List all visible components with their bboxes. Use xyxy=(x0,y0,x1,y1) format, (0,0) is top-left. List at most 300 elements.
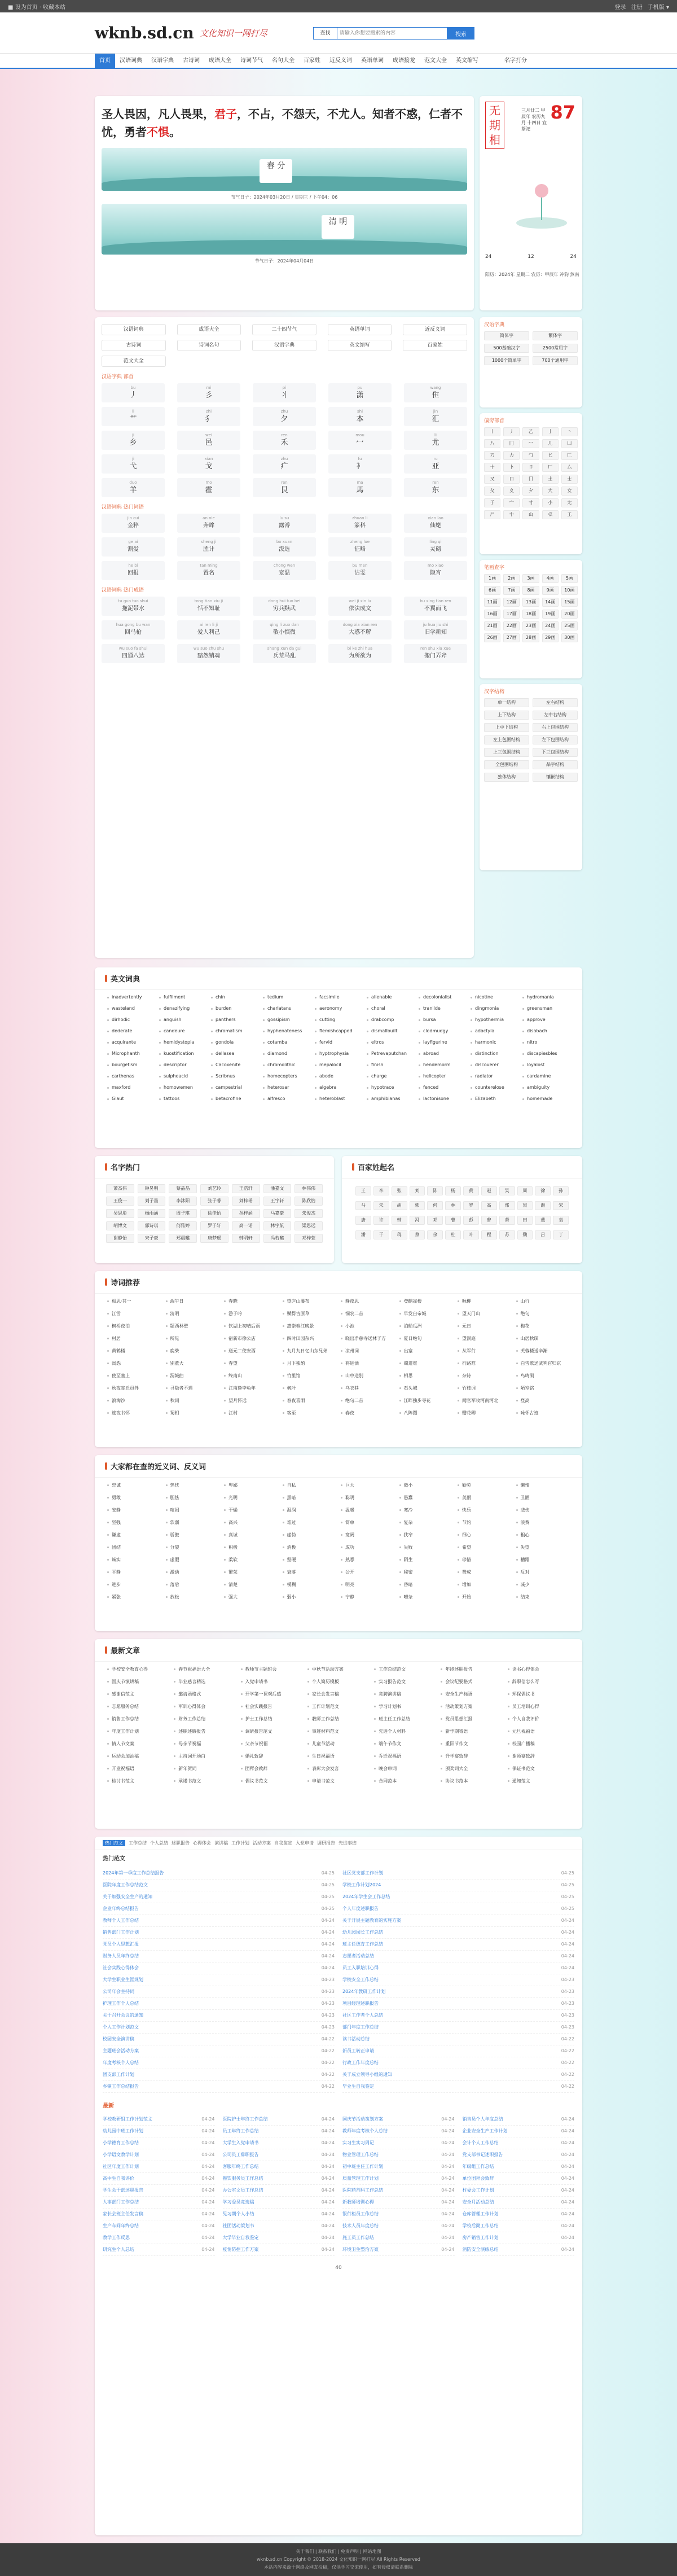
synonym-link[interactable]: 骄傲 xyxy=(166,1532,220,1538)
synonym-link[interactable]: 巨大 xyxy=(341,1482,395,1488)
english-word[interactable]: nicotine xyxy=(471,995,518,1000)
surname-link[interactable]: 彭 xyxy=(463,1216,479,1225)
synonym-link[interactable]: 胆怯 xyxy=(166,1495,220,1501)
synonym-link[interactable]: 落后 xyxy=(166,1581,220,1588)
row-title[interactable]: 安全月活动总结 xyxy=(462,2200,494,2205)
synonym-link[interactable]: 热忱 xyxy=(166,1482,220,1488)
english-word[interactable]: dellasea xyxy=(211,1051,258,1056)
synonym-link[interactable]: 细心 xyxy=(458,1532,512,1538)
table-row[interactable] xyxy=(463,2220,575,2232)
poem-link[interactable]: 蜀相 xyxy=(166,1410,220,1416)
surname-link[interactable]: 叶 xyxy=(463,1230,479,1239)
table-row[interactable] xyxy=(342,2126,455,2137)
article-link[interactable]: 事迹材料范文 xyxy=(307,1728,370,1734)
poem-link[interactable]: 山行 xyxy=(516,1298,570,1304)
poem-link[interactable]: 小池 xyxy=(341,1323,395,1329)
synonym-link[interactable]: 黑暗 xyxy=(283,1495,337,1501)
article-link[interactable]: 申请书范文 xyxy=(307,1778,370,1784)
article-link[interactable]: 检讨书范文 xyxy=(107,1778,169,1784)
word-item[interactable] xyxy=(253,537,316,557)
article-link[interactable]: 调研报告范文 xyxy=(241,1728,303,1734)
english-word[interactable]: abroad xyxy=(419,1051,466,1056)
row-title[interactable]: 企业安全生产工作计划 xyxy=(462,2128,508,2133)
article-link[interactable]: 辞职信怎么写 xyxy=(508,1679,570,1685)
synonym-link[interactable]: 紧张 xyxy=(107,1594,161,1600)
row-title[interactable]: 医院药剂科工作总结 xyxy=(342,2188,383,2193)
poem-link[interactable]: 望庐山瀑布 xyxy=(283,1298,337,1304)
row-title[interactable]: 销售部门工作计划 xyxy=(103,1930,139,1935)
right-struct-link[interactable]: 独体结构 xyxy=(484,773,529,782)
quick-link[interactable]: 百家姓 xyxy=(403,340,467,351)
article-link[interactable]: 教师节主题班会 xyxy=(241,1666,303,1672)
row-title[interactable]: 新员工转正申请 xyxy=(342,2048,374,2053)
poem-link[interactable]: 枫桥夜泊 xyxy=(107,1323,161,1329)
english-word[interactable]: flemishcapped xyxy=(315,1028,362,1033)
surname-link[interactable]: 郑 xyxy=(499,1201,515,1210)
synonym-link[interactable]: 真诚 xyxy=(224,1532,278,1538)
radical-item[interactable] xyxy=(404,454,467,474)
surname-link[interactable]: 韩 xyxy=(392,1216,407,1225)
surname-link[interactable]: 郭 xyxy=(410,1201,425,1210)
synonym-link[interactable]: 失败 xyxy=(399,1544,454,1550)
surname-link[interactable]: 田 xyxy=(517,1216,533,1225)
surname-link[interactable]: 陈 xyxy=(427,1186,443,1195)
row-title[interactable]: 实习生实习周记 xyxy=(342,2140,374,2145)
poem-link[interactable]: 清明 xyxy=(166,1311,220,1317)
quick-link[interactable]: 诗词名句 xyxy=(177,340,241,351)
name-link[interactable]: 梁思远 xyxy=(294,1221,323,1230)
synonym-link[interactable]: 干燥 xyxy=(224,1507,278,1513)
right-struct-link[interactable]: 镶嵌结构 xyxy=(533,773,578,782)
row-title[interactable]: 行政工作年度总结 xyxy=(342,2060,379,2065)
english-word[interactable]: homowemen xyxy=(159,1085,206,1090)
english-word[interactable]: approve xyxy=(522,1017,570,1022)
article-link[interactable]: 环保倡议书 xyxy=(508,1691,570,1697)
row-title[interactable]: 教学工作反思 xyxy=(103,2235,130,2240)
english-word[interactable]: fulfilment xyxy=(159,995,206,1000)
row-title[interactable]: 家长会班主任发言稿 xyxy=(103,2211,143,2216)
row-title[interactable]: 项目经理述职报告 xyxy=(342,2001,379,2006)
article-link[interactable]: 运动会加油稿 xyxy=(107,1753,169,1759)
surname-link[interactable]: 许 xyxy=(373,1216,389,1225)
synonym-link[interactable]: 勤劳 xyxy=(458,1482,512,1488)
surname-link[interactable]: 唐 xyxy=(355,1216,371,1225)
name-link[interactable]: 林宇航 xyxy=(263,1221,292,1230)
article-link[interactable]: 合同范本 xyxy=(374,1778,436,1784)
register-link[interactable]: 注册 xyxy=(631,4,643,11)
surname-link[interactable]: 李 xyxy=(373,1186,389,1195)
english-word[interactable]: fenced xyxy=(419,1085,466,1090)
synonym-link[interactable]: 增加 xyxy=(458,1581,512,1588)
essay-tab[interactable]: 个人总结 xyxy=(150,1841,168,1846)
english-word[interactable]: inadvertently xyxy=(107,995,155,1000)
poem-link[interactable]: 江南逢李龟年 xyxy=(224,1385,278,1391)
right-stroke-link[interactable]: 11画 xyxy=(484,598,500,607)
synonym-link[interactable]: 快乐 xyxy=(458,1507,512,1513)
table-row[interactable] xyxy=(342,2149,455,2161)
table-row[interactable] xyxy=(342,2173,455,2185)
row-title[interactable]: 关于成立领导小组的通知 xyxy=(342,2072,392,2077)
table-row[interactable] xyxy=(103,2161,215,2173)
row-title[interactable]: 医院年度工作总结范文 xyxy=(103,1882,148,1887)
row-title[interactable]: 学校安全工作总结 xyxy=(342,1977,379,1982)
idiom-item[interactable] xyxy=(404,644,467,663)
surname-link[interactable]: 余 xyxy=(427,1230,443,1239)
poem-link[interactable]: 山居秋暝 xyxy=(516,1335,570,1342)
word-item[interactable] xyxy=(253,514,316,533)
right-struct-link[interactable]: 左中右结构 xyxy=(533,711,578,720)
table-row[interactable] xyxy=(342,2010,574,2022)
right-radical-link[interactable]: 屮 xyxy=(503,510,520,519)
article-link[interactable]: 护士工作总结 xyxy=(241,1716,303,1722)
poem-link[interactable]: 渭城曲 xyxy=(166,1373,220,1379)
surname-link[interactable]: 孙 xyxy=(553,1186,569,1195)
english-word[interactable]: lactonisone xyxy=(419,1096,466,1101)
radical-item[interactable] xyxy=(404,431,467,450)
name-link[interactable]: 王浩轩 xyxy=(232,1184,260,1193)
name-link[interactable]: 孙梓涵 xyxy=(232,1209,260,1218)
right-stroke-link[interactable]: 13画 xyxy=(522,598,539,607)
word-item[interactable] xyxy=(102,537,165,557)
right-radical-link[interactable]: 又 xyxy=(484,475,500,484)
article-link[interactable]: 主持词开场白 xyxy=(174,1753,236,1759)
right-radical-link[interactable]: 山 xyxy=(522,510,539,519)
article-link[interactable]: 升学宴致辞 xyxy=(441,1753,503,1759)
poem-link[interactable]: 旅夜书怀 xyxy=(107,1410,161,1416)
table-row[interactable] xyxy=(463,2244,575,2256)
table-row[interactable] xyxy=(103,1868,335,1880)
english-word[interactable]: dirhodic xyxy=(107,1017,155,1022)
idiom-item[interactable] xyxy=(102,644,165,663)
article-link[interactable]: 新学期寄语 xyxy=(441,1728,503,1734)
english-word[interactable]: alfresco xyxy=(263,1096,310,1101)
poem-link[interactable]: 使至塞上 xyxy=(107,1373,161,1379)
article-link[interactable]: 志愿服务总结 xyxy=(107,1703,169,1710)
radical-item[interactable] xyxy=(102,454,165,474)
solar-term-banner-2[interactable] xyxy=(102,204,467,255)
english-word[interactable]: cotamba xyxy=(263,1040,310,1045)
poem-link[interactable]: 闺怨 xyxy=(107,1360,161,1366)
synonym-link[interactable]: 喧闹 xyxy=(166,1507,220,1513)
synonym-link[interactable]: 坚强 xyxy=(107,1519,161,1526)
row-title[interactable]: 社团活动策划书 xyxy=(222,2223,254,2228)
english-word[interactable]: heterosar xyxy=(263,1085,310,1090)
name-link[interactable]: 萧杰伟 xyxy=(106,1184,134,1193)
english-word[interactable]: ambiguity xyxy=(522,1085,570,1090)
poem-link[interactable]: 闻官军收河南河北 xyxy=(458,1397,512,1404)
right-stroke-link[interactable]: 5画 xyxy=(561,574,578,583)
row-title[interactable]: 小学语文教学计划 xyxy=(103,2152,139,2157)
english-word[interactable]: abode xyxy=(315,1074,362,1079)
table-row[interactable] xyxy=(342,1962,574,1974)
right-stroke-link[interactable]: 20画 xyxy=(561,610,578,619)
english-word[interactable]: hypothermia xyxy=(471,1017,518,1022)
row-title[interactable]: 读书活动总结 xyxy=(342,2036,370,2041)
article-link[interactable]: 实习报告范文 xyxy=(374,1679,436,1685)
article-link[interactable]: 中秋节活动方案 xyxy=(307,1666,370,1672)
table-row[interactable] xyxy=(223,2232,335,2244)
surname-link[interactable]: 蒋 xyxy=(392,1230,407,1239)
surname-link[interactable]: 杨 xyxy=(445,1186,461,1195)
synonym-link[interactable]: 宽阔 xyxy=(341,1532,395,1538)
right-radical-link[interactable]: 小 xyxy=(542,498,559,507)
row-title[interactable]: 护理工作个人总结 xyxy=(103,2001,139,2006)
poem-link[interactable]: 鸟鸣涧 xyxy=(516,1373,570,1379)
article-link[interactable]: 表彰大会发言 xyxy=(307,1765,370,1772)
synonym-link[interactable]: 安静 xyxy=(107,1507,161,1513)
english-word[interactable]: drabcomp xyxy=(367,1017,414,1022)
right-radical-link[interactable]: 十 xyxy=(484,463,500,472)
right-word-link[interactable]: 500基础汉字 xyxy=(484,344,529,353)
english-word[interactable]: tedium xyxy=(263,995,310,1000)
poem-link[interactable]: 山中送别 xyxy=(341,1373,395,1379)
row-title[interactable]: 消防安全演练总结 xyxy=(462,2247,499,2252)
article-link[interactable]: 先进个人材料 xyxy=(374,1728,436,1734)
table-row[interactable] xyxy=(103,2197,215,2209)
synonym-link[interactable]: 聪明 xyxy=(341,1495,395,1501)
article-link[interactable]: 承诺书范文 xyxy=(174,1778,236,1784)
word-item[interactable] xyxy=(328,537,392,557)
table-row[interactable] xyxy=(103,2137,215,2149)
word-item[interactable] xyxy=(177,561,240,580)
article-link[interactable]: 开学第一课观后感 xyxy=(241,1691,303,1697)
surname-link[interactable]: 邓 xyxy=(427,1216,443,1225)
synonym-link[interactable]: 积极 xyxy=(224,1544,278,1550)
name-link[interactable]: 宋子豪 xyxy=(138,1234,166,1243)
english-word[interactable]: algebra xyxy=(315,1085,362,1090)
word-item[interactable] xyxy=(177,514,240,533)
surname-link[interactable]: 周 xyxy=(517,1186,533,1195)
table-row[interactable] xyxy=(463,2232,575,2244)
table-row[interactable] xyxy=(223,2185,335,2197)
row-title[interactable]: 党支部书记述职报告 xyxy=(462,2152,503,2157)
word-item[interactable] xyxy=(177,537,240,557)
surname-link[interactable]: 萧 xyxy=(499,1216,515,1225)
english-word[interactable]: hypotrace xyxy=(367,1085,414,1090)
english-word[interactable]: eltros xyxy=(367,1040,414,1045)
table-row[interactable] xyxy=(342,1880,574,1891)
synonym-link[interactable]: 秘密 xyxy=(399,1569,454,1575)
table-row[interactable] xyxy=(103,1903,335,1915)
poem-link[interactable]: 所见 xyxy=(166,1335,220,1342)
surname-link[interactable]: 林 xyxy=(445,1201,461,1210)
synonym-link[interactable]: 强大 xyxy=(224,1594,278,1600)
right-radical-link[interactable]: 乙 xyxy=(522,427,539,436)
english-word[interactable]: kuostification xyxy=(159,1051,206,1056)
english-word[interactable]: decolonialist xyxy=(419,995,466,1000)
nav-item[interactable]: 成语接龙 xyxy=(393,58,415,64)
surname-link[interactable]: 张 xyxy=(392,1186,407,1195)
right-radical-link[interactable]: 厂 xyxy=(542,463,559,472)
article-link[interactable]: 个人自我评价 xyxy=(508,1716,570,1722)
right-stroke-link[interactable]: 18画 xyxy=(522,610,539,619)
nav-item[interactable]: 汉语词典 xyxy=(120,58,142,64)
table-row[interactable] xyxy=(342,2069,574,2081)
surname-link[interactable]: 高 xyxy=(481,1201,497,1210)
english-word[interactable]: hendemorm xyxy=(419,1062,466,1067)
english-word[interactable]: radiator xyxy=(471,1074,518,1079)
row-title[interactable]: 生产车间年终总结 xyxy=(103,2223,139,2228)
row-title[interactable]: 幼儿园园长工作总结 xyxy=(342,1930,383,1935)
nav-item[interactable]: 汉语字典 xyxy=(151,58,174,64)
english-word[interactable]: discapiesbles xyxy=(522,1051,570,1056)
right-radical-link[interactable]: 冂 xyxy=(503,439,520,448)
synonym-link[interactable]: 成功 xyxy=(341,1544,395,1550)
synonym-link[interactable]: 嘈杂 xyxy=(399,1594,454,1600)
poem-link[interactable]: 元日 xyxy=(458,1323,512,1329)
synonym-link[interactable]: 反对 xyxy=(516,1569,570,1575)
table-row[interactable] xyxy=(463,2197,575,2209)
table-row[interactable] xyxy=(223,2173,335,2185)
synonym-link[interactable]: 失望 xyxy=(516,1544,570,1550)
surname-link[interactable]: 曹 xyxy=(445,1216,461,1225)
synonym-link[interactable]: 高兴 xyxy=(224,1519,278,1526)
name-link[interactable]: 高一诺 xyxy=(232,1221,260,1230)
article-link[interactable]: 年度工作计划 xyxy=(107,1728,169,1734)
english-word[interactable]: panthers xyxy=(211,1017,258,1022)
row-title[interactable]: 学校教研组工作计划范文 xyxy=(103,2117,152,2122)
english-word[interactable]: bourgetism xyxy=(107,1062,155,1067)
name-link[interactable]: 王宇轩 xyxy=(263,1197,292,1206)
right-radical-link[interactable]: 夕 xyxy=(522,487,539,496)
poem-link[interactable]: 月下独酌 xyxy=(283,1360,337,1366)
row-title[interactable]: 主题班会活动方案 xyxy=(103,2048,139,2053)
row-title[interactable]: 个人工作计划范文 xyxy=(103,2025,139,2030)
synonym-link[interactable]: 放松 xyxy=(166,1594,220,1600)
english-word[interactable]: amphibianas xyxy=(367,1096,414,1101)
table-row[interactable] xyxy=(103,1986,335,1998)
poem-link[interactable]: 咏怀古迹 xyxy=(516,1410,570,1416)
right-radical-link[interactable]: 士 xyxy=(561,475,578,484)
right-struct-link[interactable]: 品字结构 xyxy=(533,760,578,769)
poem-link[interactable]: 秋夜寄丘员外 xyxy=(107,1385,161,1391)
english-word[interactable]: harmonic xyxy=(471,1040,518,1045)
poem-link[interactable]: 惠崇春江晚景 xyxy=(283,1323,337,1329)
nav-item[interactable]: 范文大全 xyxy=(424,58,447,64)
poem-link[interactable]: 别董大 xyxy=(166,1360,220,1366)
article-link[interactable]: 春节祝福语大全 xyxy=(174,1666,236,1672)
right-radical-link[interactable]: 丨 xyxy=(484,427,500,436)
poem-link[interactable]: 端午日 xyxy=(166,1298,220,1304)
right-struct-link[interactable]: 下三包围结构 xyxy=(533,748,578,757)
article-link[interactable]: 校园广播稿 xyxy=(508,1741,570,1747)
table-row[interactable] xyxy=(223,2126,335,2137)
essay-tab[interactable]: 述职报告 xyxy=(172,1841,190,1846)
poem-link[interactable]: 出塞 xyxy=(399,1348,454,1354)
name-link[interactable]: 罗子轩 xyxy=(200,1221,228,1230)
article-link[interactable]: 教师工作总结 xyxy=(307,1716,370,1722)
poem-link[interactable]: 枫叶 xyxy=(283,1385,337,1391)
poem-link[interactable]: 静夜思 xyxy=(341,1298,395,1304)
word-item[interactable] xyxy=(328,514,392,533)
table-row[interactable] xyxy=(342,2137,455,2149)
quick-link[interactable]: 近反义词 xyxy=(403,324,467,335)
article-link[interactable]: 团拜会致辞 xyxy=(241,1765,303,1772)
radical-item[interactable] xyxy=(253,383,316,402)
right-radical-link[interactable]: 匕 xyxy=(542,451,559,460)
row-title[interactable]: 技术人员年度总结 xyxy=(342,2223,379,2228)
right-radical-link[interactable]: 大 xyxy=(542,487,559,496)
english-word[interactable]: gondola xyxy=(211,1040,258,1045)
article-link[interactable]: 邀请函格式 xyxy=(174,1691,236,1697)
word-item[interactable] xyxy=(404,537,467,557)
idiom-item[interactable] xyxy=(102,620,165,639)
article-link[interactable]: 入党申请书 xyxy=(241,1679,303,1685)
essay-tab[interactable]: 活动方案 xyxy=(253,1841,271,1846)
poem-link[interactable]: 杂诗 xyxy=(458,1373,512,1379)
right-stroke-link[interactable]: 21画 xyxy=(484,621,500,630)
article-link[interactable]: 母亲节祝福 xyxy=(174,1741,236,1747)
article-link[interactable]: 党员思想汇报 xyxy=(441,1716,503,1722)
right-radical-link[interactable]: 尢 xyxy=(561,498,578,507)
table-row[interactable] xyxy=(342,1951,574,1962)
surname-link[interactable]: 吴 xyxy=(499,1186,515,1195)
english-word[interactable]: charge xyxy=(367,1074,414,1079)
row-title[interactable]: 疫情防控工作方案 xyxy=(222,2247,259,2252)
radical-item[interactable] xyxy=(253,478,316,497)
english-word[interactable]: homecopters xyxy=(263,1074,310,1079)
synonym-link[interactable]: 虚伪 xyxy=(283,1532,337,1538)
table-row[interactable] xyxy=(223,2137,335,2149)
synonym-link[interactable]: 清楚 xyxy=(224,1581,278,1588)
radical-item[interactable] xyxy=(102,407,165,426)
synonym-link[interactable]: 狭窄 xyxy=(399,1532,454,1538)
english-word[interactable]: sulphoacid xyxy=(159,1074,206,1079)
table-row[interactable] xyxy=(342,2114,455,2126)
english-word[interactable]: layfigurine xyxy=(419,1040,466,1045)
table-row[interactable] xyxy=(463,2149,575,2161)
table-row[interactable] xyxy=(463,2173,575,2185)
search-input[interactable] xyxy=(337,27,447,40)
english-word[interactable]: hydromania xyxy=(522,995,570,1000)
row-title[interactable]: 学校后勤工作总结 xyxy=(462,2223,499,2228)
name-link[interactable]: 李沐阳 xyxy=(169,1197,197,1206)
table-row[interactable] xyxy=(103,1939,335,1951)
table-row[interactable] xyxy=(223,2197,335,2209)
table-row[interactable] xyxy=(103,2081,335,2093)
synonym-link[interactable]: 进步 xyxy=(107,1581,161,1588)
table-row[interactable] xyxy=(103,2057,335,2069)
quick-link[interactable]: 二十四节气 xyxy=(252,324,316,335)
right-stroke-link[interactable]: 7画 xyxy=(503,586,520,595)
essay-tab[interactable]: 工作总结 xyxy=(129,1841,147,1846)
synonym-link[interactable]: 美丽 xyxy=(458,1495,512,1501)
english-word[interactable]: disabach xyxy=(522,1028,570,1033)
search-button[interactable]: 搜索 xyxy=(447,27,474,40)
article-link[interactable]: 班主任工作总结 xyxy=(374,1716,436,1722)
article-link[interactable]: 儿童节活动 xyxy=(307,1741,370,1747)
synonym-link[interactable]: 谦虚 xyxy=(107,1532,161,1538)
table-row[interactable] xyxy=(463,2209,575,2220)
poem-link[interactable]: 江雪 xyxy=(107,1311,161,1317)
idiom-item[interactable] xyxy=(328,597,392,616)
english-word[interactable]: discoverer xyxy=(471,1062,518,1067)
right-stroke-link[interactable]: 2画 xyxy=(503,574,520,583)
surname-link[interactable]: 宋 xyxy=(553,1201,569,1210)
english-word[interactable]: Scribnus xyxy=(211,1074,258,1079)
surname-link[interactable]: 马 xyxy=(355,1201,371,1210)
row-title[interactable]: 质量管理工作计划 xyxy=(342,2176,379,2181)
nav-item[interactable]: 诗词节气 xyxy=(240,58,263,64)
right-stroke-link[interactable]: 14画 xyxy=(542,598,559,607)
english-word[interactable]: Petrevaputchan xyxy=(367,1051,414,1056)
article-link[interactable]: 父亲节祝福 xyxy=(241,1741,303,1747)
poem-link[interactable]: 赋得古原草 xyxy=(283,1311,337,1317)
login-link[interactable]: 登录 xyxy=(614,4,626,11)
synonym-link[interactable]: 平静 xyxy=(107,1569,161,1575)
table-row[interactable] xyxy=(342,2081,574,2093)
surname-link[interactable]: 蔡 xyxy=(410,1230,425,1239)
